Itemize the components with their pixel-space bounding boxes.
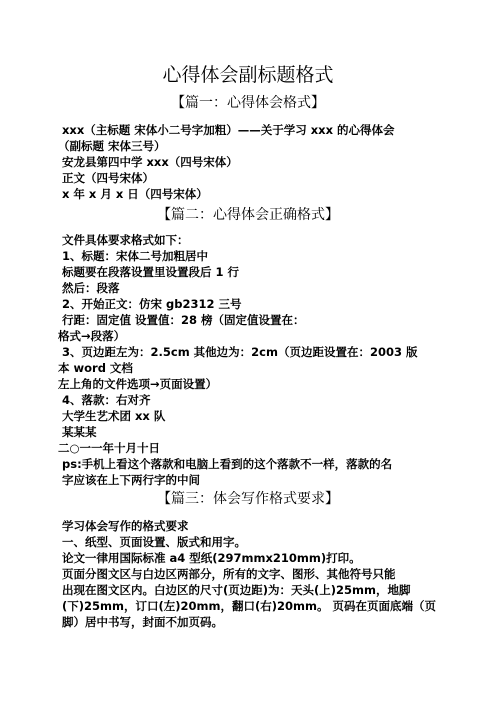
body-line: 本 word 文档 [58,361,133,375]
body-line: 2、开始正文：仿宋 gb2312 三号 [62,297,242,311]
section-heading-3: 【篇三：体会写作格式要求】 [157,491,339,507]
body-line: 论文一律用国际标准 a4 型纸(297mmx210mm)打印。 [62,551,361,565]
body-line: 学习体会写作的格式要求 [62,519,189,533]
body-line: 4、落款：右对齐 [62,393,151,407]
body-line: (下)25mm，订口(左)20mm，翻口(右)20mm。 页码在页面底端（页 [62,599,436,613]
body-line: 出现在图文区内。白边区的尺寸(页边距)为：天头(上)25mm，地脚 [62,583,411,597]
body-line: xxx（主标题 宋体小二号字加粗）——关于学习 xxx 的心得体会 [62,123,395,137]
body-line: 大学生艺术团 xx 队 [62,409,166,423]
body-line: 字应该在上下两行字的中间 [62,473,200,487]
body-line: 3、页边距左为：2.5cm 其他边为：2cm（页边距设置在：2003 版 [62,345,418,359]
body-line: 正文（四号宋体） [62,171,154,185]
body-line: 二○一一年十月十日 [58,441,161,455]
body-line: 安龙县第四中学 xxx（四号宋体） [62,155,238,169]
body-line: ps:手机上看这个落款和电脑上看到的这个落款不一样，落款的名 [62,457,393,471]
body-line: 一、纸型、页面设置、版式和用字。 [62,535,246,549]
section-heading-2: 【篇二：心得体会正确格式】 [157,207,339,223]
body-line: （副标题 宋体三号） [58,139,166,153]
body-line: 左上角的文件选项→页面设置） [58,377,218,391]
section-heading-1: 【篇一：心得体会格式】 [171,95,325,111]
body-line: 1、标题：宋体二号加粗居中 [62,249,209,263]
body-line: 然后：段落 [62,281,120,295]
body-line: 标题要在段落设置里设置段后 1 行 [62,265,240,279]
body-line: 页面分图文区与白边区两部分，所有的文字、图形、其他符号只能 [62,567,396,581]
body-line: 文件具体要求格式如下： [62,233,189,247]
document-title: 心得体会副标题格式 [162,64,334,86]
body-line: 格式→段落） [58,329,126,343]
body-line: 行距：固定值 设置值：28 榜（固定值设置在： [62,313,305,327]
body-line: 某某某 [62,425,97,439]
body-line: x 年 x 月 x 日（四号宋体） [62,187,208,201]
body-line: 脚）居中书写，封面不加页码。 [62,615,223,629]
